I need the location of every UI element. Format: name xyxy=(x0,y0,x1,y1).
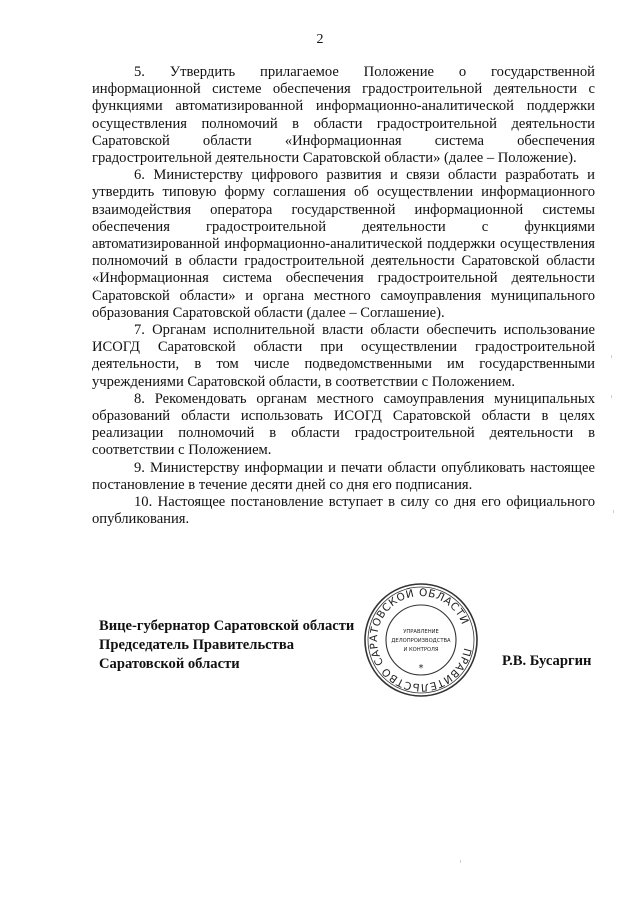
page-number: 2 xyxy=(316,32,324,47)
signatory-title-line-1: Вице-губернатор Саратовской области xyxy=(99,618,355,634)
paragraph-6: 6. Министерству цифрового развития и связи области разработать и утвердить типовую форму соглашения об осуществлении информационного взаимодействия оператора государственной информационной системы обеспечения градостроительной деятельности с функциями автоматизированной информационно-аналитической поддержки осуществления полномочий в области градостроительной деятельности Саратовской области «Информационная система обеспечения градостроительной деятельности Саратовской области» и органа местного самоуправления муниципального образования Саратовской области (далее – Соглашение). xyxy=(92,167,595,321)
paragraph-5: 5. Утвердить прилагаемое Положение о государственной информационной системе обеспечения градостроительной деятельности с функциями автоматизированной информационно-аналитической поддержки осуществления полномочий в области градостроительной деятельности Саратовской области «Информационная система обеспечения градостроительной деятельности Саратовской области» (далее – Положение). xyxy=(92,64,595,167)
official-stamp xyxy=(362,581,480,699)
stamp-seal-graphic xyxy=(362,581,480,699)
svg-text:*: * xyxy=(418,663,424,674)
paragraph-8: 8. Рекомендовать органам местного самоуправления муниципальных образований области использовать ИСОГД Саратовской области в целях реализации полномочий в области градостроительной деятельности в соответствии с Положением. xyxy=(92,390,595,459)
document-body xyxy=(92,64,595,528)
paragraph-7: 7. Органам исполнительной власти области обеспечить использование ИСОГД Саратовской области при осуществлении градостроительной деятельности, в том числе подведомственными им государственными учреждениями Саратовской области, в соответствии с Положением. xyxy=(92,322,595,390)
scan-speck xyxy=(460,860,461,863)
stamp-inner-line-1: УПРАВЛЕНИЕ xyxy=(403,629,439,635)
paragraph-9: 9. Министерству информации и печати области опубликовать настоящее постановление в течение десяти дней со дня его подписания. xyxy=(92,459,595,493)
scan-speck xyxy=(611,395,612,398)
signatory-title-line-2: Председатель Правительства xyxy=(99,637,295,653)
signatory-name: Р.В. Бусаргин xyxy=(502,653,592,669)
stamp-ring-text: ПРАВИТЕЛЬСТВО САРАТОВСКОЙ ОБЛАСТИ xyxy=(367,586,474,694)
scan-speck xyxy=(611,355,612,358)
paragraph-10: 10. Настоящее постановление вступает в силу со дня его официального опубликования. xyxy=(92,494,595,528)
signatory-title-line-3: Саратовской области xyxy=(99,656,240,672)
stamp-inner-line-3: И КОНТРОЛЯ xyxy=(403,647,439,653)
stamp-inner-line-2: ДЕЛОПРОИЗВОДСТВА xyxy=(391,638,451,644)
scan-speck xyxy=(613,510,614,513)
